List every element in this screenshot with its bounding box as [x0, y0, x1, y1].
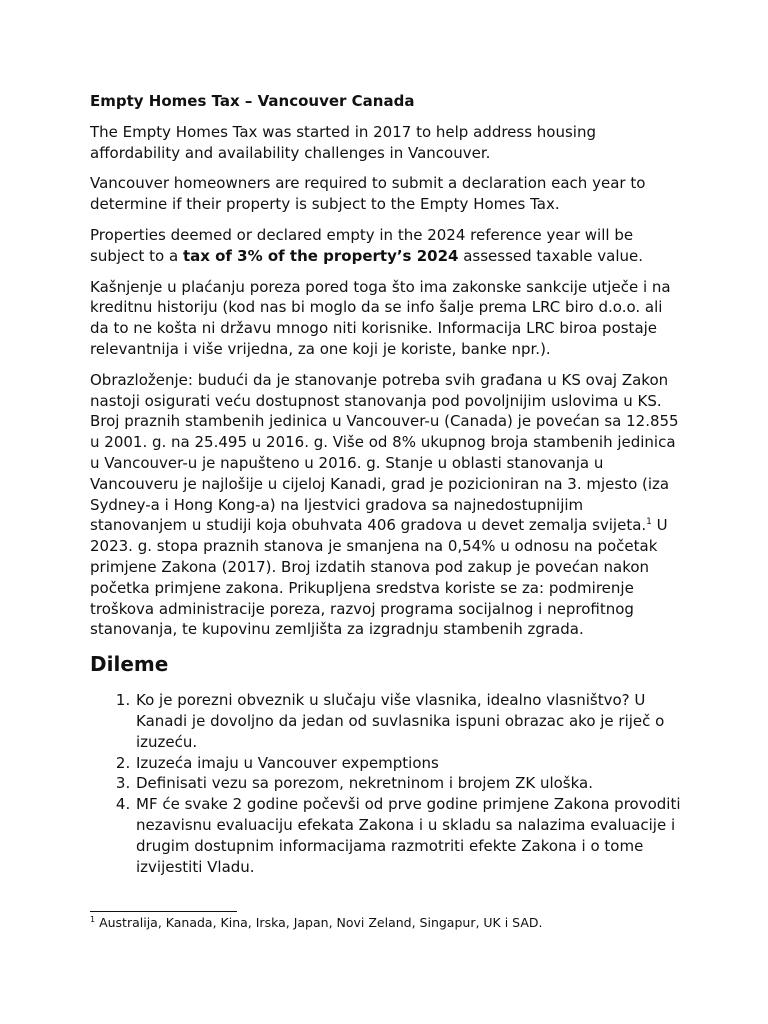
- paragraph-late-payment: Kašnjenje u plaćanju poreza pored toga što ima zakonske sankcije utječe i na kreditnu historiju (kod nas bi moglo da se info šalje prema LRC biro d.o.o. ali da to ne košta ni državu mnogo niti korisnike. Informacija LRC biroa postaje relevantnija i više vrijedna, za one koji je koriste, banke npr.).: [90, 277, 671, 358]
- tax-rate-text-before: Properties deemed or declared empty in the 2024 reference year will be subject to a: [90, 225, 634, 265]
- document-body: [90, 91, 682, 877]
- list-item: 3. Definisati vezu sa porezom, nekretninom i brojem ZK uloška.: [135, 773, 682, 794]
- footnote: [90, 915, 682, 931]
- footnote-separator: [90, 911, 237, 912]
- tax-rate-bold: tax of 3% of the property’s 2024: [182, 246, 459, 265]
- document-title: Empty Homes Tax – Vancouver Canada: [90, 92, 415, 110]
- paragraph-rationale: [90, 370, 682, 640]
- dilemma-list: [90, 690, 682, 877]
- tax-rate-text-after: assessed taxable value.: [458, 246, 644, 265]
- rationale-text-after: U 2023. g. stopa praznih stanova je smanjena na 0,54% u odnosu na početak primjene Zakona (2017). Broj izdatih stanova pod zakup je povećan nakon početka primjene zakona. Prikupljena sredstva koriste se za: podmirenje troškova administracije poreza, razvoj programa socijalnog i neprofitnog stanovanja, te kupovinu zemljišta za izgradnju stambenih zgrada.: [90, 516, 668, 639]
- section-heading-dileme: Dileme: [90, 652, 169, 677]
- footnote-marker: 1: [90, 914, 96, 924]
- paragraph-tax-rate: [90, 225, 682, 267]
- paragraph-declaration: Vancouver homeowners are required to submit a declaration each year to determine if their property is subject to the Empty Homes Tax.: [90, 174, 646, 214]
- list-item: 2. Izuzeća imaju u Vancouver expemptions: [135, 753, 682, 774]
- list-item: 1. Ko je porezni obveznik u slučaju više vlasnika, idealno vlasništvo? U Kanadi je dovoljno da jedan od suvlasnika ispuni obrazac ako je riječ o izuzeću.: [135, 690, 682, 752]
- paragraph-intro: The Empty Homes Tax was started in 2017 to help address housing affordability and availability challenges in Vancouver.: [90, 122, 597, 162]
- list-item: 4. MF će svake 2 godine počevši od prve godine primjene Zakona provoditi nezavisnu evaluaciju efekata Zakona i u skladu sa nalazima evaluacije i drugim dostupnim informacijama razmotriti efekte Zakona i o tome izvijestiti Vladu.: [135, 794, 682, 877]
- footnote-reference: 1: [646, 517, 652, 528]
- footnote-text: Australija, Kanada, Kina, Irska, Japan, Novi Zeland, Singapur, UK i SAD.: [95, 915, 543, 930]
- rationale-text-before: Obrazloženje: budući da je stanovanje potreba svih građana u KS ovaj Zakon nastoji osigurati veću dostupnost stanovanja pod povoljnijim uslovima u KS. Broj praznih stambenih jedinica u Vancouver-u (Canada) je povećan sa 12.855 u 2001. g. na 25.495 u 2016. g. Više od 8% ukupnog broja stambenih jedinica u Vancouver-u je napušteno u 2016. g. Stanje u oblasti stanovanja u Vancouveru je najlošije u cijeloj Kanadi, grad je pozicioniran na 3. mjesto (iza Sydney-a i Hong Kong-a) na ljestvici gradova sa najnedostupnijim stanovanjem u studiji koja obuhvata 406 gradova u devet zemalja svijeta.: [90, 370, 679, 535]
